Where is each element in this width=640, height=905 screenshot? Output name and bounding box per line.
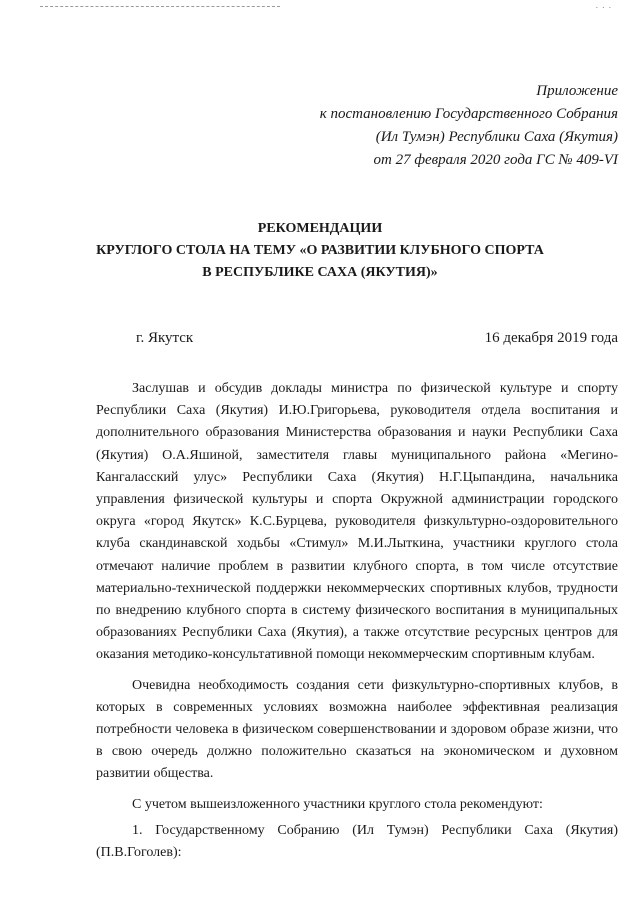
- scan-artifact-line: [40, 6, 280, 7]
- appendix-header: [320, 80, 618, 172]
- title-line: РЕКОМЕНДАЦИИ: [257, 221, 383, 236]
- document-body: [96, 378, 618, 872]
- scan-artifact-mark: . . .: [595, 0, 612, 10]
- appendix-line: от 27 февраля 2020 года ГС № 409-VI: [373, 152, 618, 168]
- body-paragraph: С учетом вышеизложенного участники круглого стола рекомендуют:: [132, 796, 543, 812]
- title-line: КРУГЛОГО СТОЛА НА ТЕМУ «О РАЗВИТИИ КЛУБНОГО СПОРТА: [96, 243, 544, 258]
- appendix-line: (Ил Тумэн) Республики Саха (Якутия): [375, 129, 618, 145]
- place-label: г. Якутск: [136, 330, 194, 346]
- appendix-line: к постановлению Государственного Собрания: [319, 106, 618, 122]
- title-line: В РЕСПУБЛИКЕ САХА (ЯКУТИЯ)»: [202, 265, 438, 280]
- body-paragraph: Очевидна необходимость создания сети физкультурно-спортивных клубов, в которых в современных условиях возможна наиболее эффективная реализация потребности человека в физическом совершенствовании и здоровом образе жизни, что в свою очередь должно положительно сказаться на экономическом и духовном развитии общества.: [96, 677, 618, 782]
- document-title: [0, 218, 640, 284]
- date-label: 16 декабря 2019 года: [484, 330, 618, 346]
- body-paragraph: 1. Государственному Собранию (Ил Тумэн) Республики Саха (Якутия) (П.В.Гоголев):: [96, 822, 618, 861]
- body-paragraph: Заслушав и обсудив доклады министра по физической культуре и спорту Республики Саха (Якутия) И.Ю.Григорьева, руководителя отдела воспитания и дополнительного образования Министерства образования и науки Республики Саха (Якутия) О.А.Яшиной, заместителя главы муниципального района «Мегино-Кангаласский улус» Республики Саха (Якутия) Н.Г.Цыпандина, начальника управления физической культуры и спорта Окружной администрации городского округа «город Якутск» К.С.Бурцева, руководителя физкультурно-оздоровительного клуба скандинавской ходьбы «Стимул» М.И.Лыткина, участники круглого стола отмечают наличие проблем в развитии клубного спорта, в том числе отсутствие материально-технической поддержки некоммерческих спортивных клубов, трудности по внедрению клубного спорта в систему физического воспитания в муниципальных образованиях Республики Саха (Якутия), а также отсутствие ресурсных центров для оказания методико-консультативной помощи некоммерческим спортивным клубам.: [96, 381, 618, 663]
- appendix-line: Приложение: [536, 83, 618, 99]
